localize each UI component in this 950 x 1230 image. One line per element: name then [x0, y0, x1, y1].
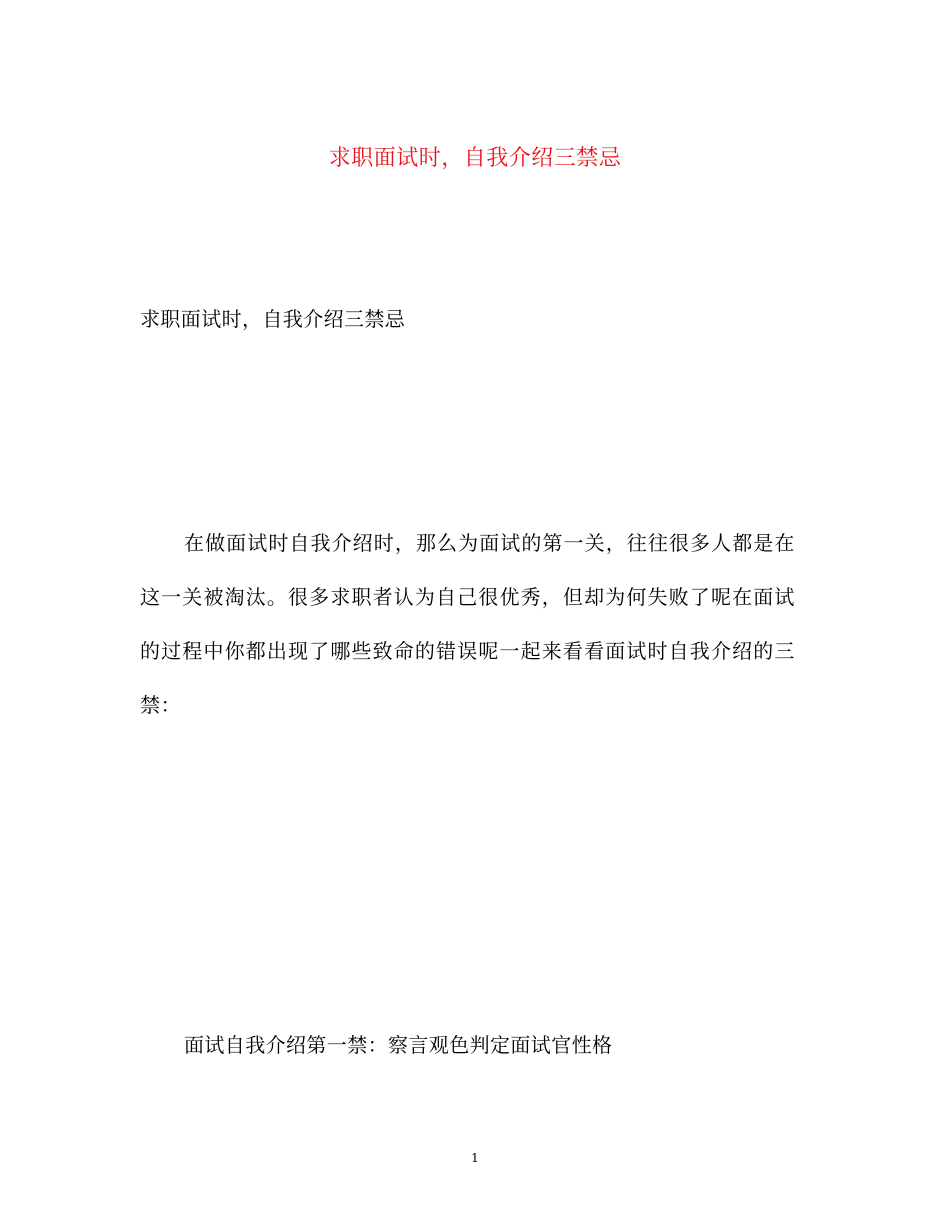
section-heading: 面试自我介绍第一禁：察言观色判定面试官性格: [184, 1033, 613, 1057]
page-number: 1: [471, 1151, 479, 1165]
document-subtitle: 求职面试时，自我介绍三禁忌: [140, 307, 406, 331]
document-title: 求职面试时，自我介绍三禁忌: [328, 146, 622, 171]
intro-paragraph: 在做面试时自我介绍时，那么为面试的第一关，往往很多人都是在这一关被淘汰。很多求职者认为自己很优秀，但却为何失败了呢在面试的过程中你都出现了哪些致命的错误呢一起来看看面试时自我介绍的三禁：: [140, 531, 795, 717]
